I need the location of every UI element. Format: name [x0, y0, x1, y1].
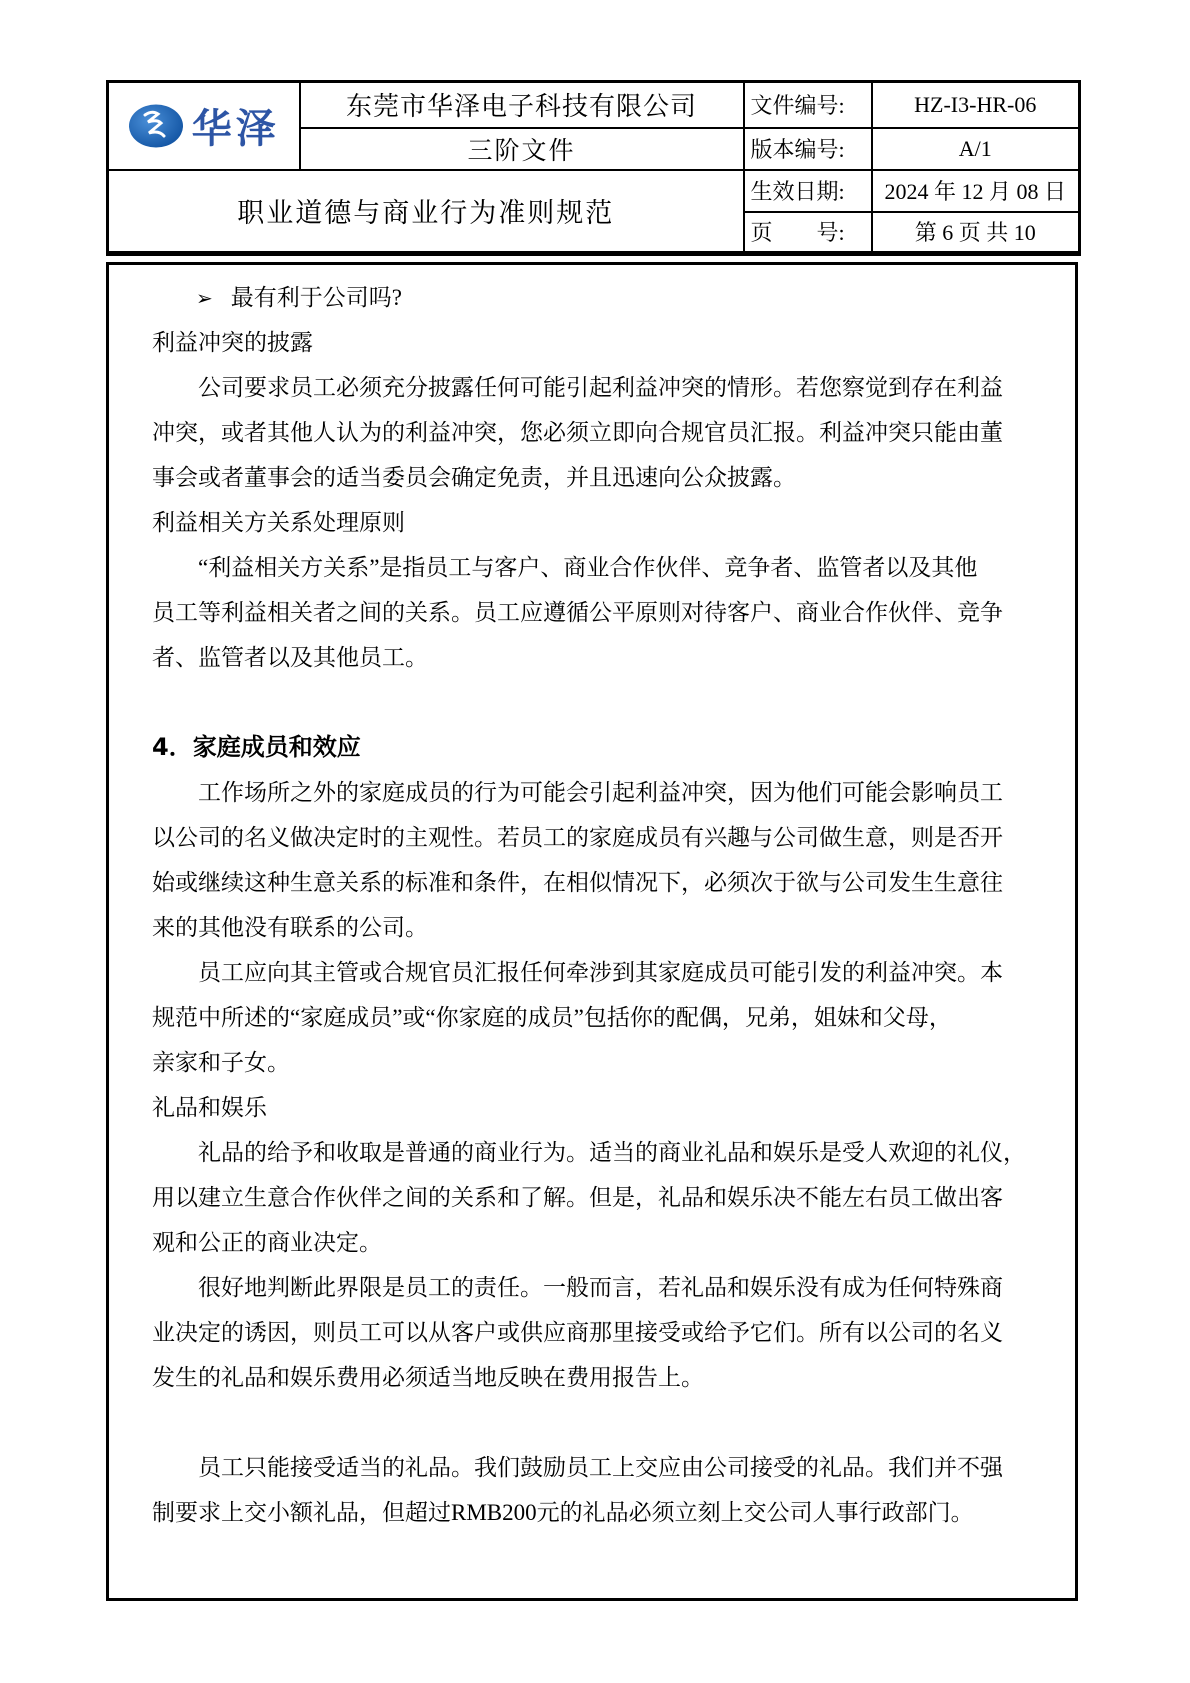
doc-level: 三阶文件 — [300, 128, 744, 170]
effective-date-label: 生效日期: — [744, 170, 872, 212]
bullet-item — [152, 275, 1051, 320]
version-value: A/1 — [872, 128, 1080, 170]
section-heading: 4．家庭成员和效应 — [152, 733, 361, 761]
paragraph-line: 工作场所之外的家庭成员的行为可能会引起利益冲突，因为他们可能会影响员工 — [198, 780, 1003, 805]
blank-line — [152, 1400, 1051, 1445]
paragraph-line: 员工应向其主管或合规官员汇报任何牵涉到其家庭成员可能引发的利益冲突。本 — [198, 960, 1003, 985]
bullet-text: 最有利于公司吗? — [230, 285, 402, 310]
paragraph-line: 员工等利益相关者之间的关系。员工应遵循公平原则对待客户、商业合作伙伴、竞争 — [152, 600, 1003, 625]
paragraph-line: 用以建立生意合作伙伴之间的关系和了解。但是，礼品和娱乐决不能左右员工做出客 — [152, 1185, 1003, 1210]
paragraph-line: 以公司的名义做决定时的主观性。若员工的家庭成员有兴趣与公司做生意，则是否开 — [152, 825, 1003, 850]
paragraph-line: 冲突，或者其他人认为的利益冲突，您必须立即向合规官员汇报。利益冲突只能由董 — [152, 420, 1003, 445]
company-name: 东莞市华泽电子科技有限公司 — [300, 82, 744, 128]
logo-text: 华泽 — [191, 106, 280, 152]
section-label: 礼品和娱乐 — [152, 1095, 267, 1120]
paragraph-line: 礼品的给予和收取是普通的商业行为。适当的商业礼品和娱乐是受人欢迎的礼仪， — [198, 1140, 1026, 1165]
document-body — [106, 262, 1078, 1601]
paragraph-line: 公司要求员工必须充分披露任何可能引起利益冲突的情形。若您察觉到存在利益 — [198, 375, 1003, 400]
paragraph-line: 发生的礼品和娱乐费用必须适当地反映在费用报告上。 — [152, 1365, 704, 1390]
section-label: 利益相关方关系处理原则 — [152, 510, 405, 535]
section-label: 利益冲突的披露 — [152, 330, 313, 355]
page-number-label: 页 号: — [744, 212, 872, 254]
logo-cell — [108, 82, 300, 170]
paragraph-line: 始或继续这种生意关系的标准和条件，在相似情况下，必须次于欲与公司发生生意往 — [152, 870, 1003, 895]
blank-line — [152, 680, 1051, 725]
doc-number-label: 文件编号: — [744, 82, 872, 128]
paragraph-line: 业决定的诱因，则员工可以从客户或供应商那里接受或给予它们。所有以公司的名义 — [152, 1320, 1003, 1345]
paragraph-line: 亲家和子女。 — [152, 1050, 290, 1075]
paragraph-line: 员工只能接受适当的礼品。我们鼓励员工上交应由公司接受的礼品。我们并不强 — [198, 1455, 1003, 1480]
paragraph-line: 者、监管者以及其他员工。 — [152, 645, 428, 670]
effective-date-value: 2024 年 12 月 08 日 — [872, 170, 1080, 212]
company-logo — [109, 97, 299, 154]
paragraph-line: 很好地判断此界限是员工的责任。一般而言，若礼品和娱乐没有成为任何特殊商 — [198, 1275, 1003, 1300]
logo-mark-icon — [128, 103, 184, 149]
paragraph-line: 事会或者董事会的适当委员会确定免责，并且迅速向公众披露。 — [152, 465, 796, 490]
paragraph-line: “利益相关方关系”是指员工与客户、商业合作伙伴、竞争者、监管者以及其他 — [198, 555, 978, 580]
paragraph-line: 规范中所述的“家庭成员”或“你家庭的成员”包括你的配偶，兄弟，姐妹和父母， — [152, 1005, 952, 1030]
version-label: 版本编号: — [744, 128, 872, 170]
doc-number-value: HZ-I3-HR-06 — [872, 82, 1080, 128]
document-header-table — [106, 80, 1081, 256]
page-number-value: 第 6 页 共 10 — [872, 212, 1080, 254]
paragraph-line: 制要求上交小额礼品，但超过RMB200元的礼品必须立刻上交公司人事行政部门。 — [152, 1500, 974, 1525]
doc-title: 职业道德与商业行为准则规范 — [108, 170, 744, 254]
arrow-bullet-icon: ➢ — [196, 286, 213, 310]
paragraph-line: 来的其他没有联系的公司。 — [152, 915, 428, 940]
paragraph-line: 观和公正的商业决定。 — [152, 1230, 382, 1255]
